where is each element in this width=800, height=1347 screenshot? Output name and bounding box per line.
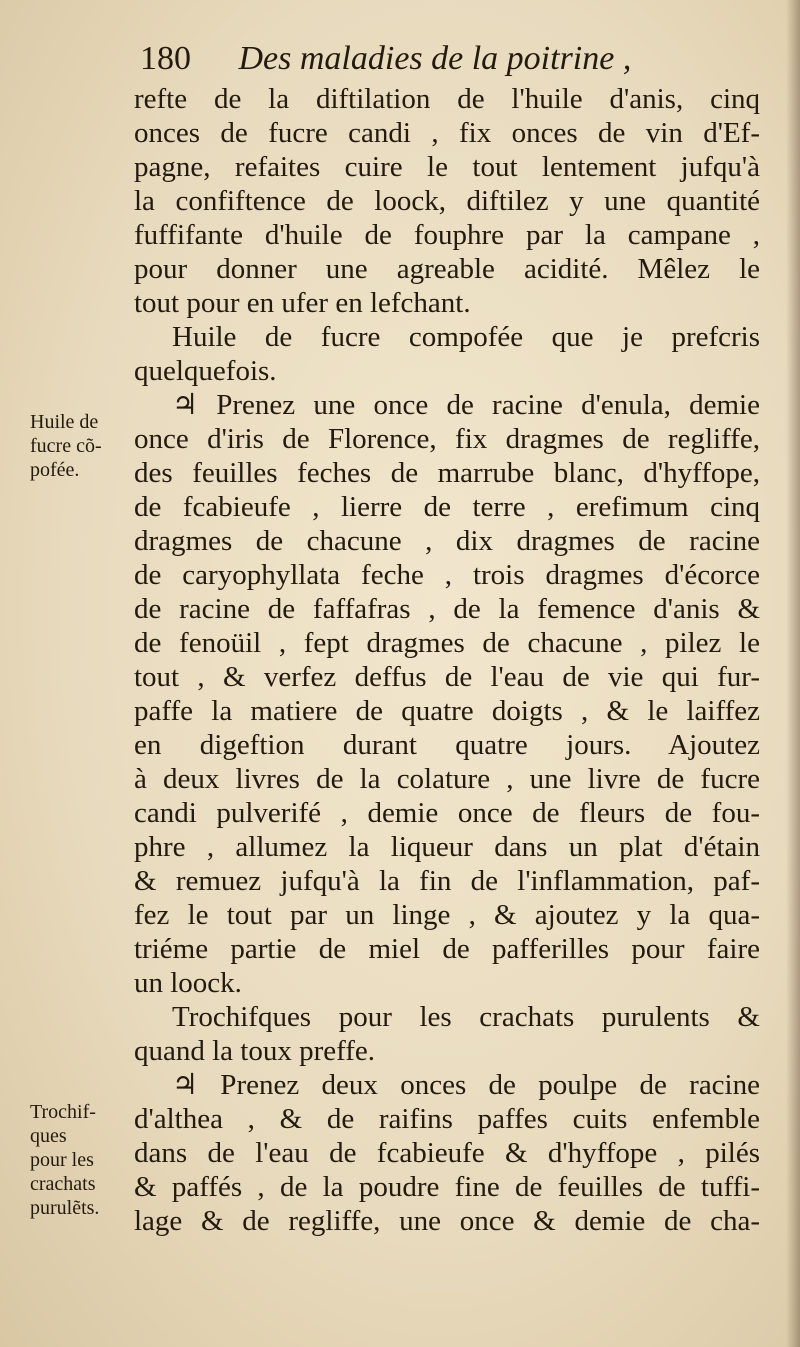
text-line: onces de fucre candi , fix onces de vin d'Ef- — [134, 117, 760, 149]
text-line: dans de l'eau de fcabieufe & d'hyffope , pilés — [134, 1137, 760, 1169]
section-heading-line: quand la toux preffe. — [134, 1035, 376, 1067]
text-line: pagne, refaites cuire le tout lentement jufqu'à — [134, 151, 760, 183]
margin-note-line: purulẽts. — [30, 1197, 100, 1219]
recipe-start-line: ♃ Prenez une once de racine d'enula, demie — [172, 389, 760, 421]
margin-note-line: crachats — [30, 1173, 96, 1195]
margin-note-line: pofée. — [30, 459, 80, 481]
text-line: paffe la matiere de quatre doigts , & le laiffez — [134, 695, 760, 727]
text-line: la confiftence de loock, diftilez y une quantité — [134, 185, 760, 217]
text-line: & remuez jufqu'à la fin de l'inflammation, paf- — [134, 865, 760, 897]
text-line: de racine de faffafras , de la femence d'anis & — [134, 593, 760, 625]
text-line: fuffifante d'huile de fouphre par la campane , — [134, 219, 760, 251]
text-line: pour donner une agreable acidité. Mêlez le — [134, 253, 760, 285]
section-heading-line: quelquefois. — [134, 355, 277, 387]
text-line: phre , allumez la liqueur dans un plat d'étain — [134, 831, 760, 863]
text-line: candi pulverifé , demie once de fleurs de fou- — [134, 797, 760, 829]
text-line: tout pour en ufer en lefchant. — [134, 287, 471, 319]
recipe-start-line: ♃ Prenez deux onces de poulpe de racine — [172, 1069, 760, 1101]
margin-note-line: fucre cõ- — [30, 435, 102, 457]
text-line: tout , & verfez deffus de l'eau de vie qui fur- — [134, 661, 760, 693]
text-line: un loock. — [134, 967, 242, 999]
text-line: des feuilles feches de marrube blanc, d'hyffope, — [134, 457, 760, 489]
text-line: once d'iris de Florence, fix dragmes de regliffe, — [134, 423, 760, 455]
text-line: fez le tout par un linge , & ajoutez y la qua- — [134, 899, 760, 931]
text-line: lage & de regliffe, une once & demie de cha- — [134, 1205, 760, 1237]
margin-note-huile — [30, 410, 130, 482]
body-text — [134, 82, 760, 1238]
page-number: 180 — [140, 40, 191, 77]
text-line: dragmes de chacune , dix dragmes de racine — [134, 525, 760, 557]
text-line: triéme partie de miel de pafferilles pour faire — [134, 933, 760, 965]
margin-note-line: Huile de — [30, 411, 99, 433]
section-heading-line: Trochifques pour les crachats purulents & — [172, 1001, 760, 1033]
text-line: de caryophyllata feche , trois dragmes d'écorce — [134, 559, 760, 591]
margin-note-line: pour les — [30, 1149, 94, 1171]
text-line: & paffés , de la poudre fine de feuilles de tuffi- — [134, 1171, 760, 1203]
text-line: à deux livres de la colature , une livre de fucre — [134, 763, 760, 795]
text-line: de fenoüil , fept dragmes de chacune , pilez le — [134, 627, 760, 659]
running-title: Des maladies de la poitrine , — [238, 40, 632, 77]
margin-note-trochisques — [30, 1100, 130, 1220]
text-line: d'althea , & de raifins paffes cuits enfemble — [134, 1103, 760, 1135]
page-edge-shadow — [786, 0, 800, 1347]
text-line: en digeftion durant quatre jours. Ajoutez — [134, 729, 760, 761]
text-line: de fcabieufe , lierre de terre , erefimum cinq — [134, 491, 760, 523]
margin-note-line: Trochif- — [30, 1101, 96, 1123]
margin-note-line: ques — [30, 1125, 67, 1147]
section-heading-line: Huile de fucre compofée que je prefcris — [172, 321, 760, 353]
text-line: refte de la diftilation de l'huile d'anis, cinq — [134, 83, 760, 115]
